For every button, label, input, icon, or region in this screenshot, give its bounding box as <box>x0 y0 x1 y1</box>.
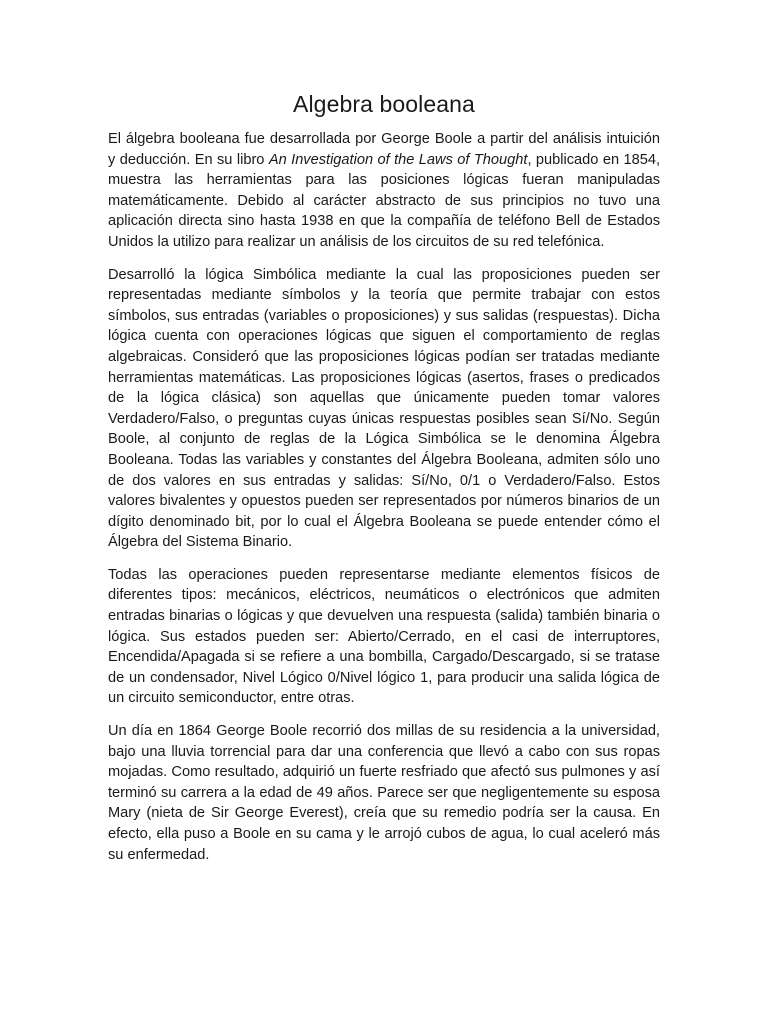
paragraph-1-text-a: El álgebra booleana fue desarrollada por George Boole a partir del análisis intuición y deducción. En su libro <box>108 131 660 168</box>
paragraph-3: Todas las operaciones pueden representarse mediante elementos físicos de diferentes tipos: mecánicos, eléctricos, neumáticos o electrónicos que admiten entradas binarias o lógicas y que devuelven una respuesta (salida) también binaria o lógica. Sus estados pueden ser: Abierto/Cerrado, en el casi de interruptores, Encendida/Apagada si se refiere a una bombilla, Cargado/Descargado, si se tratase de un condensador, Nivel Lógico 0/Nivel lógico 1, para producir una salida lógica de un circuito semiconductor, entre otras. <box>108 566 660 707</box>
document-title: Algebra booleana <box>293 91 475 117</box>
paragraph-4: Un día en 1864 George Boole recorrió dos millas de su residencia a la universidad, bajo una lluvia torrencial para dar una conferencia que llevó a cabo con sus ropas mojadas. Como resultado, adquirió un fuerte resfriado que afectó sus pulmones y así terminó su carrera a la edad de 49 años. Parece ser que negligentemente su esposa Mary (nieta de Sir George Everest), creía que su remedio podría ser la causa. En efecto, ella puso a Boole en su cama y le arrojó cubos de agua, lo cual aceleró más su enfermedad. <box>108 723 660 863</box>
document-page <box>108 88 660 877</box>
book-title: An Investigation of the Laws of Thought <box>268 151 528 168</box>
paragraph-2: Desarrolló la lógica Simbólica mediante la cual las proposiciones pueden ser representadas mediante símbolos y la teoría que permite trabajar con estos símbolos, sus entradas (variables o proposiciones) y sus salidas (respuestas). Dicha lógica cuenta con operaciones lógicas que siguen el comportamiento de reglas algebraicas. Consideró que las proposiciones lógicas podían ser tratadas mediante herramientas matemáticas. Las proposiciones lógicas (asertos, frases o predicados de la lógica clásica) son aquellas que únicamente pueden tomar valores Verdadero/Falso, o preguntas cuyas únicas respuestas posibles sean Sí/No. Según Boole, al conjunto de reglas de la Lógica Simbólica se le denomina Álgebra Booleana. Todas las variables y constantes del Álgebra Booleana, admiten sólo uno de dos valores en sus entradas y salidas: Sí/No, 0/1 o Verdadero/Falso. Estos valores bivalentes y opuestos pueden ser representados por números binarios de un dígito denominado bit, por lo cual el Álgebra Booleana se puede entender cómo el Álgebra del Sistema Binario. <box>108 266 660 551</box>
paragraph-1-text-b: , publicado en 1854, muestra las herramientas para las posiciones lógicas fueran manipuladas matemáticamente. Debido al carácter abstracto de sus principios no tuvo una aplicación directa sino hasta 1938 en que la compañía de teléfono Bell de Estados Unidos la utilizo para realizar un análisis de los circuitos de su red telefónica. <box>108 151 661 250</box>
paragraph-1 <box>108 129 660 253</box>
